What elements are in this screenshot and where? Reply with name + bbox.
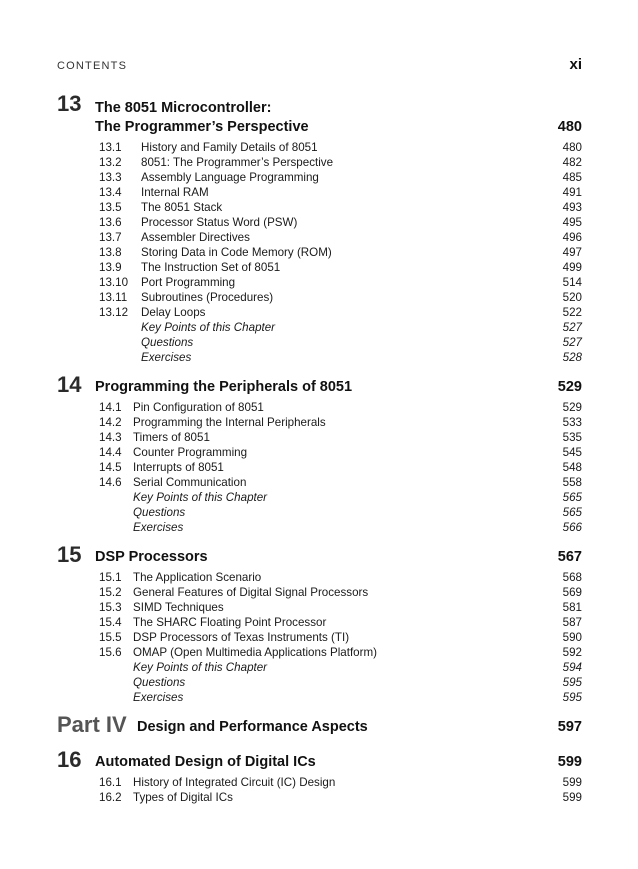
extra-title: Questions — [133, 506, 186, 519]
section-title: Programming the Internal Peripherals — [133, 416, 326, 429]
section-page: 480 — [562, 141, 582, 154]
toc-entry — [0, 155, 638, 170]
section-title: Subroutines (Procedures) — [141, 291, 274, 304]
section-number: 14.3 — [99, 431, 122, 444]
section-page: 545 — [562, 446, 582, 459]
section-page: 558 — [562, 476, 582, 489]
section-number: 13.8 — [99, 246, 122, 259]
toc-entry — [0, 305, 638, 320]
section-title: History of Integrated Circuit (IC) Design — [133, 776, 336, 789]
section-title: The SHARC Floating Point Processor — [133, 616, 327, 629]
chapter-number: 14 — [57, 372, 82, 397]
running-header: CONTENTS — [57, 60, 128, 72]
section-title: History and Family Details of 8051 — [141, 141, 318, 154]
section-page: 590 — [562, 631, 582, 644]
toc-entry — [0, 790, 638, 805]
section-page: 599 — [562, 776, 582, 789]
section-number: 13.6 — [99, 216, 122, 229]
section-number: 13.10 — [99, 276, 129, 289]
section-page: 535 — [562, 431, 582, 444]
section-title: The Application Scenario — [133, 571, 262, 584]
section-page: 569 — [562, 586, 582, 599]
toc-entry — [0, 460, 638, 475]
extra-title: Exercises — [141, 351, 192, 364]
toc-entry — [0, 400, 638, 415]
toc-extra-entry — [0, 350, 638, 365]
section-number: 13.3 — [99, 171, 122, 184]
extra-title: Key Points of this Chapter — [133, 491, 268, 504]
section-title: Types of Digital ICs — [133, 791, 233, 804]
toc-entry — [0, 290, 638, 305]
section-number: 15.1 — [99, 571, 122, 584]
toc-entry — [0, 275, 638, 290]
extra-page: 565 — [562, 506, 582, 519]
section-title: General Features of Digital Signal Processors — [133, 586, 369, 599]
section-page: 520 — [562, 291, 582, 304]
toc-extra-entry — [0, 660, 638, 675]
section-page: 496 — [562, 231, 582, 244]
toc-entry — [0, 630, 638, 645]
chapter-number: 16 — [57, 747, 82, 772]
section-number: 15.2 — [99, 586, 122, 599]
section-number: 15.6 — [99, 646, 122, 659]
section-number: 15.5 — [99, 631, 122, 644]
extra-title: Exercises — [133, 521, 184, 534]
section-title: The Instruction Set of 8051 — [141, 261, 281, 274]
part-page: 597 — [557, 719, 582, 735]
extra-page: 595 — [562, 691, 582, 704]
section-page: 499 — [562, 261, 582, 274]
chapter-page: 567 — [557, 549, 582, 565]
section-title: Internal RAM — [141, 186, 209, 199]
section-number: 13.1 — [99, 141, 122, 154]
toc-entry — [0, 475, 638, 490]
section-page: 599 — [562, 791, 582, 804]
page-number: xi — [569, 56, 582, 73]
section-number: 16.2 — [99, 791, 122, 804]
section-number: 14.6 — [99, 476, 122, 489]
section-number: 14.5 — [99, 461, 122, 474]
section-page: 592 — [562, 646, 582, 659]
extra-title: Questions — [133, 676, 186, 689]
extra-page: 595 — [562, 676, 582, 689]
section-number: 13.7 — [99, 231, 122, 244]
section-page: 548 — [562, 461, 582, 474]
extra-page: 566 — [562, 521, 582, 534]
section-title: Counter Programming — [133, 446, 248, 459]
section-page: 482 — [562, 156, 582, 169]
chapter-page: 529 — [557, 379, 582, 395]
section-title: Timers of 8051 — [133, 431, 210, 444]
toc-entry — [0, 445, 638, 460]
chapter-title-line2: The Programmer’s Perspective — [95, 119, 309, 135]
toc-entry — [0, 600, 638, 615]
toc-entry — [0, 645, 638, 660]
extra-page: 527 — [562, 321, 582, 334]
section-title: SIMD Techniques — [133, 601, 224, 614]
toc-entry — [0, 430, 638, 445]
chapter-title: DSP Processors — [95, 549, 208, 565]
section-title: Assembler Directives — [141, 231, 250, 244]
chapter-title: Programming the Peripherals of 8051 — [95, 379, 353, 395]
chapter-page: 599 — [557, 754, 582, 770]
section-page: 529 — [562, 401, 582, 414]
toc-entry — [0, 170, 638, 185]
section-number: 13.9 — [99, 261, 122, 274]
section-title: The 8051 Stack — [141, 201, 223, 214]
toc-entry — [0, 570, 638, 585]
toc-entry — [0, 245, 638, 260]
section-number: 14.4 — [99, 446, 122, 459]
section-number: 16.1 — [99, 776, 122, 789]
extra-title: Questions — [141, 336, 194, 349]
section-title: Interrupts of 8051 — [133, 461, 224, 474]
section-page: 497 — [562, 246, 582, 259]
section-page: 491 — [562, 186, 582, 199]
section-number: 15.4 — [99, 616, 122, 629]
extra-page: 528 — [562, 351, 582, 364]
section-number: 15.3 — [99, 601, 122, 614]
extra-page: 527 — [562, 336, 582, 349]
section-number: 13.12 — [99, 306, 129, 319]
section-title: Storing Data in Code Memory (ROM) — [141, 246, 332, 259]
toc-extra-entry — [0, 320, 638, 335]
section-number: 13.4 — [99, 186, 122, 199]
toc-entry — [0, 615, 638, 630]
chapter-title: Automated Design of Digital ICs — [95, 754, 316, 770]
chapter-number: 13 — [57, 91, 82, 116]
toc-extra-entry — [0, 690, 638, 705]
section-page: 587 — [562, 616, 582, 629]
toc-entry — [0, 140, 638, 155]
section-title: 8051: The Programmer’s Perspective — [141, 156, 334, 169]
toc-entry — [0, 200, 638, 215]
extra-page: 565 — [562, 491, 582, 504]
chapter-title-line1: The 8051 Microcontroller: — [95, 100, 272, 116]
section-page: 514 — [562, 276, 582, 289]
section-page: 568 — [562, 571, 582, 584]
section-title: Processor Status Word (PSW) — [141, 216, 298, 229]
section-number: 14.2 — [99, 416, 122, 429]
section-title: Serial Communication — [133, 476, 247, 489]
extra-title: Key Points of this Chapter — [133, 661, 268, 674]
chapter-number: 15 — [57, 542, 82, 567]
toc-entry — [0, 415, 638, 430]
section-title: DSP Processors of Texas Instruments (TI) — [133, 631, 350, 644]
extra-title: Key Points of this Chapter — [141, 321, 276, 334]
chapter-page: 480 — [557, 119, 582, 135]
part-label: Part IV — [57, 712, 127, 737]
toc-extra-entry — [0, 490, 638, 505]
toc-entry — [0, 230, 638, 245]
toc-extra-entry — [0, 520, 638, 535]
section-title: Delay Loops — [141, 306, 206, 319]
part-title: Design and Performance Aspects — [137, 719, 368, 735]
toc-entry — [0, 260, 638, 275]
section-page: 522 — [562, 306, 582, 319]
section-page: 485 — [562, 171, 582, 184]
section-title: Assembly Language Programming — [141, 171, 319, 184]
section-page: 493 — [562, 201, 582, 214]
section-title: Pin Configuration of 8051 — [133, 401, 264, 414]
section-number: 14.1 — [99, 401, 122, 414]
section-title: OMAP (Open Multimedia Applications Platform) — [133, 646, 377, 659]
toc-entry — [0, 775, 638, 790]
section-page: 533 — [562, 416, 582, 429]
section-number: 13.11 — [99, 291, 128, 304]
section-page: 495 — [562, 216, 582, 229]
section-number: 13.5 — [99, 201, 122, 214]
toc-entry — [0, 215, 638, 230]
toc-entry — [0, 185, 638, 200]
extra-title: Exercises — [133, 691, 184, 704]
section-title: Port Programming — [141, 276, 236, 289]
section-page: 581 — [562, 601, 582, 614]
toc-entry — [0, 585, 638, 600]
toc-extra-entry — [0, 675, 638, 690]
toc-extra-entry — [0, 505, 638, 520]
section-number: 13.2 — [99, 156, 122, 169]
toc-extra-entry — [0, 335, 638, 350]
extra-page: 594 — [562, 661, 582, 674]
